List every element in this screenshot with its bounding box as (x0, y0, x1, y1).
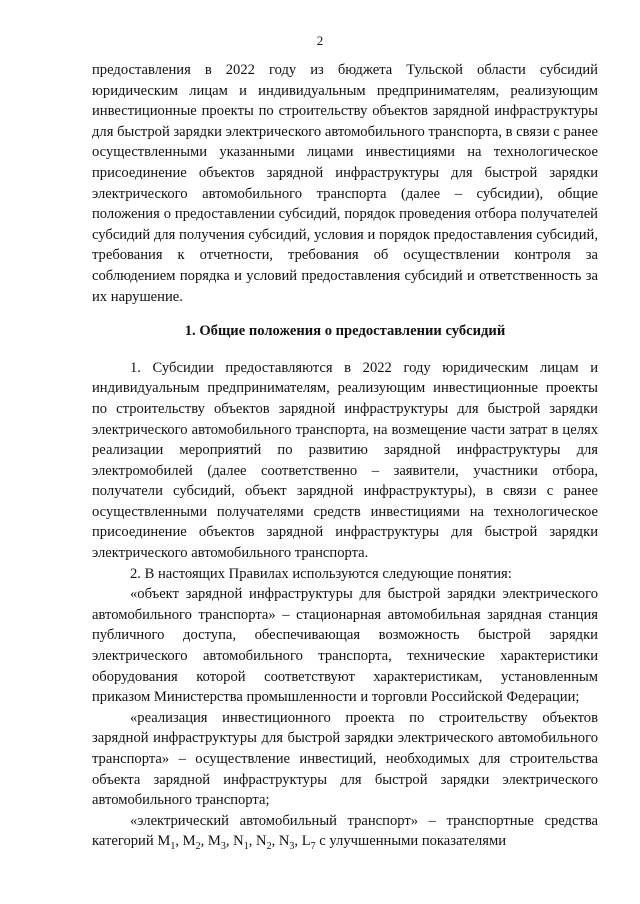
definition-electric-transport (92, 811, 598, 852)
document-body (92, 60, 598, 852)
paragraph-1: 1. Субсидии предоставляются в 2022 году юридическим лицам и индивидуальным предпринимателям, реализующим инвестиционные проекты по строительству объектов зарядной инфраструктуры для быстрой зарядки электрического автомобильного транспорта, на возмещение части затрат в целях реализации мероприятий по развитию зарядной инфраструктуры для электромобилей (далее соответственно – заявители, участники отбора, получатели субсидий, объект зарядной инфраструктуры), в связи с ранее осуществленными получателями средств инвестициями на технологическое присоединение объектов зарядной инфраструктуры для быстрой зарядки электрического автомобильного транспорта. (92, 359, 598, 562)
definition-suffix: с улучшенными показателями (319, 833, 507, 850)
vehicle-category: $M_3$ (207, 833, 226, 853)
definition-investment-project: «реализация инвестиционного проекта по строительству объектов зарядной инфраструктуры для быстрой зарядки электрического автомобильного транспорта» – осуществление инвестиций, необходимых для строительства объекта зарядной инфраструктуры для быстрой зарядки электрического автомобильного транспорта; (92, 709, 598, 809)
vehicle-category: $L_7$ (301, 833, 316, 853)
paragraph-2: 2. В настоящих Правилах используются следующие понятия: (130, 565, 512, 582)
intro-paragraph: предоставления в 2022 году из бюджета Тульской области субсидий юридическим лицам и индивидуальным предпринимателям, реализующим инвестиционные проекты по строительству объектов зарядной инфраструктуры для быстрой зарядки электрического автомобильного транспорта, в связи с ранее осуществленными указанными лицами инвестициями на технологическое присоединение объектов зарядной инфраструктуры для быстрой зарядки электрического автомобильного транспорта (далее – субсидии), общие положения о предоставлении субсидий, порядок проведения отбора получателей субсидий для получения субсидий, условия и порядок предоставления субсидий, требования к отчетности, требования об осуществлении контроля за соблюдением порядка и условий предоставления субсидий и ответственность за их нарушение. (92, 62, 598, 305)
vehicle-category: $N_2$ (256, 833, 272, 853)
definition-charging-object: «объект зарядной инфраструктуры для быстрой зарядки электрического автомобильного транспорта» – стационарная автомобильная зарядная станция публичного доступа, обеспечивающая возможность быстрой зарядки электрического автомобильного транспорта, технические характеристики оборудования которой соответствуют характеристикам, установленным приказом Министерства промышленности и торговли Российской Федерации; (92, 586, 598, 706)
definition-prefix: «электрический автомобильный транспорт» – транспортные средства категорий (92, 812, 598, 850)
vehicle-category: $M_1$ (157, 833, 176, 853)
page-number: 2 (316, 33, 324, 48)
vehicle-category: $N_1$ (233, 833, 249, 853)
section-heading: 1. Общие положения о предоставлении субсидий (184, 323, 506, 340)
vehicle-category: $N_3$ (278, 833, 295, 853)
category-list: $M_1$, $M_2$, $M_3$, $N_1$, $N_2$, $N_3$, $L_7$ (157, 833, 316, 853)
vehicle-category: $M_2$ (182, 833, 201, 853)
